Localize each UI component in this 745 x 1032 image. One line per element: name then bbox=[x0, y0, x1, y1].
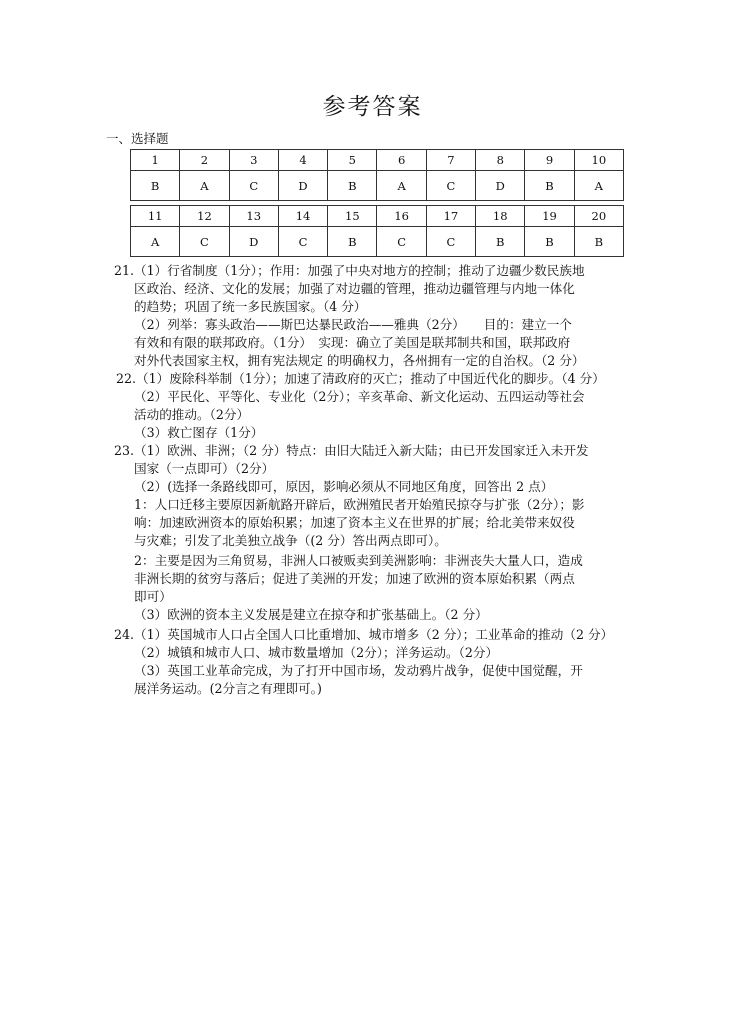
answer-cell: A bbox=[377, 171, 426, 201]
answer-cell: B bbox=[574, 227, 623, 257]
answer-table-1-10 bbox=[130, 149, 624, 201]
answer-22-line: 活动的推动。（2分） bbox=[134, 407, 250, 422]
answer-cell: D bbox=[278, 171, 327, 201]
question-number: 4 bbox=[278, 150, 327, 171]
answer-21-line: 21.（1）行省制度（1分）；作用：加强了中央对地方的控制；推动了边疆少数民族地 bbox=[114, 263, 585, 278]
question-number: 18 bbox=[476, 206, 525, 227]
answer-23-line: 2：主要是因为三角贸易，非洲人口被贩卖到美洲影响：非洲丧失大量人口，造成 bbox=[134, 553, 583, 568]
answer-24-line: 展洋务运动。(2分言之有理即可。) bbox=[134, 681, 322, 696]
answer-24-line: （3）英国工业革命完成，为了打开中国市场，发动鸦片战争，促使中国觉醒，开 bbox=[134, 663, 583, 678]
question-number: 15 bbox=[328, 206, 377, 227]
answer-cell: C bbox=[180, 227, 229, 257]
answer-23-line: （2）(选择一条路线即可，原因，影响必须从不同地区角度，回答出 2 点） bbox=[134, 479, 554, 494]
answer-cell: B bbox=[525, 227, 574, 257]
section-heading-choice: 一、选择题 bbox=[106, 131, 169, 146]
question-number: 7 bbox=[426, 150, 475, 171]
answer-cell: A bbox=[131, 227, 180, 257]
answer-cell: B bbox=[328, 227, 377, 257]
question-number: 1 bbox=[131, 150, 180, 171]
question-number: 16 bbox=[377, 206, 426, 227]
answer-row bbox=[131, 227, 624, 257]
answer-23-line: 与灾难；引发了北美独立战争（(2 分）答出两点即可）。 bbox=[134, 533, 447, 548]
question-number: 3 bbox=[229, 150, 278, 171]
answer-cell: C bbox=[426, 227, 475, 257]
question-number: 12 bbox=[180, 206, 229, 227]
answer-24-line: 24.（1）英国城市人口占全国人口比重增加、城市增多（2 分）；工业革命的推动（2 分） bbox=[114, 627, 614, 642]
answer-23-line: 非洲长期的贫穷与落后；促进了美洲的开发；加速了欧洲的资本原始积累（两点 bbox=[134, 571, 575, 586]
question-number: 5 bbox=[328, 150, 377, 171]
answer-cell: A bbox=[180, 171, 229, 201]
answer-cell: C bbox=[426, 171, 475, 201]
answer-21-line: 对外代表国家主权，拥有宪法规定 的明确权力，各州拥有一定的自治权。（2 分） bbox=[134, 353, 585, 368]
question-number: 20 bbox=[574, 206, 623, 227]
page-title: 参考答案 bbox=[322, 94, 423, 120]
question-number: 17 bbox=[426, 206, 475, 227]
answer-21-line: （2）列举：寡头政治——斯巴达暴民政治——雅典（2分） 目的：建立一个 bbox=[134, 317, 572, 332]
answer-cell: D bbox=[229, 227, 278, 257]
answer-23-line: 23.（1）欧洲、非洲；（2 分）特点：由旧大陆迁入新大陆；由已开发国家迁入未开发 bbox=[114, 443, 589, 458]
question-number: 13 bbox=[229, 206, 278, 227]
answer-24-line: （2）城镇和城市人口、城市数量增加（2分）；洋务运动。（2分） bbox=[134, 645, 499, 660]
question-number: 14 bbox=[278, 206, 327, 227]
question-number: 10 bbox=[574, 150, 623, 171]
answer-cell: D bbox=[476, 171, 525, 201]
answer-table-11-20 bbox=[130, 205, 624, 257]
answer-row bbox=[131, 171, 624, 201]
answer-cell: B bbox=[476, 227, 525, 257]
answer-cell: B bbox=[131, 171, 180, 201]
answer-cell: C bbox=[278, 227, 327, 257]
question-number: 2 bbox=[180, 150, 229, 171]
question-number: 9 bbox=[525, 150, 574, 171]
answer-23-line: （3）欧洲的资本主义发展是建立在掠夺和扩张基础上。（2 分） bbox=[134, 607, 488, 622]
question-number: 19 bbox=[525, 206, 574, 227]
answer-23-line: 国家（一点即可）（2分） bbox=[134, 461, 275, 476]
answer-21-line: 的趋势；巩固了统一多民族国家。（4 分） bbox=[134, 299, 367, 314]
answer-cell: B bbox=[525, 171, 574, 201]
question-number: 6 bbox=[377, 150, 426, 171]
question-number: 8 bbox=[476, 150, 525, 171]
answer-23-line: 响：加速欧洲资本的原始积累；加速了资本主义在世界的扩展；给北美带来奴役 bbox=[134, 515, 575, 530]
answer-22-line: （2）平民化、平等化、专业化（2分）；辛亥革命、新文化运动、五四运动等社会 bbox=[134, 389, 585, 404]
answer-23-line: 即可） bbox=[134, 589, 172, 604]
answer-23-line: 1：人口迁移主要原因新航路开辟后，欧洲殖民者开始殖民掠夺与扩张（2分）；影 bbox=[134, 497, 585, 512]
answer-cell: B bbox=[328, 171, 377, 201]
question-number-row bbox=[131, 206, 624, 227]
answer-22-line: 22.（1）废除科举制（1分）；加速了清政府的灭亡；推动了中国近代化的脚步。（4 分） bbox=[116, 371, 605, 386]
question-number-row bbox=[131, 150, 624, 171]
answer-21-line: 有效和有限的联邦政府。（1分） 实现：确立了美国是联邦制共和国，联邦政府 bbox=[134, 335, 571, 350]
answer-cell: A bbox=[574, 171, 623, 201]
answer-cell: C bbox=[377, 227, 426, 257]
answer-21-line: 区政治、经济、文化的发展；加强了对边疆的管理，推动边疆管理与内地一体化 bbox=[134, 281, 575, 296]
answer-cell: C bbox=[229, 171, 278, 201]
answer-22-line: （3）救亡图存（1分） bbox=[134, 425, 264, 440]
question-number: 11 bbox=[131, 206, 180, 227]
